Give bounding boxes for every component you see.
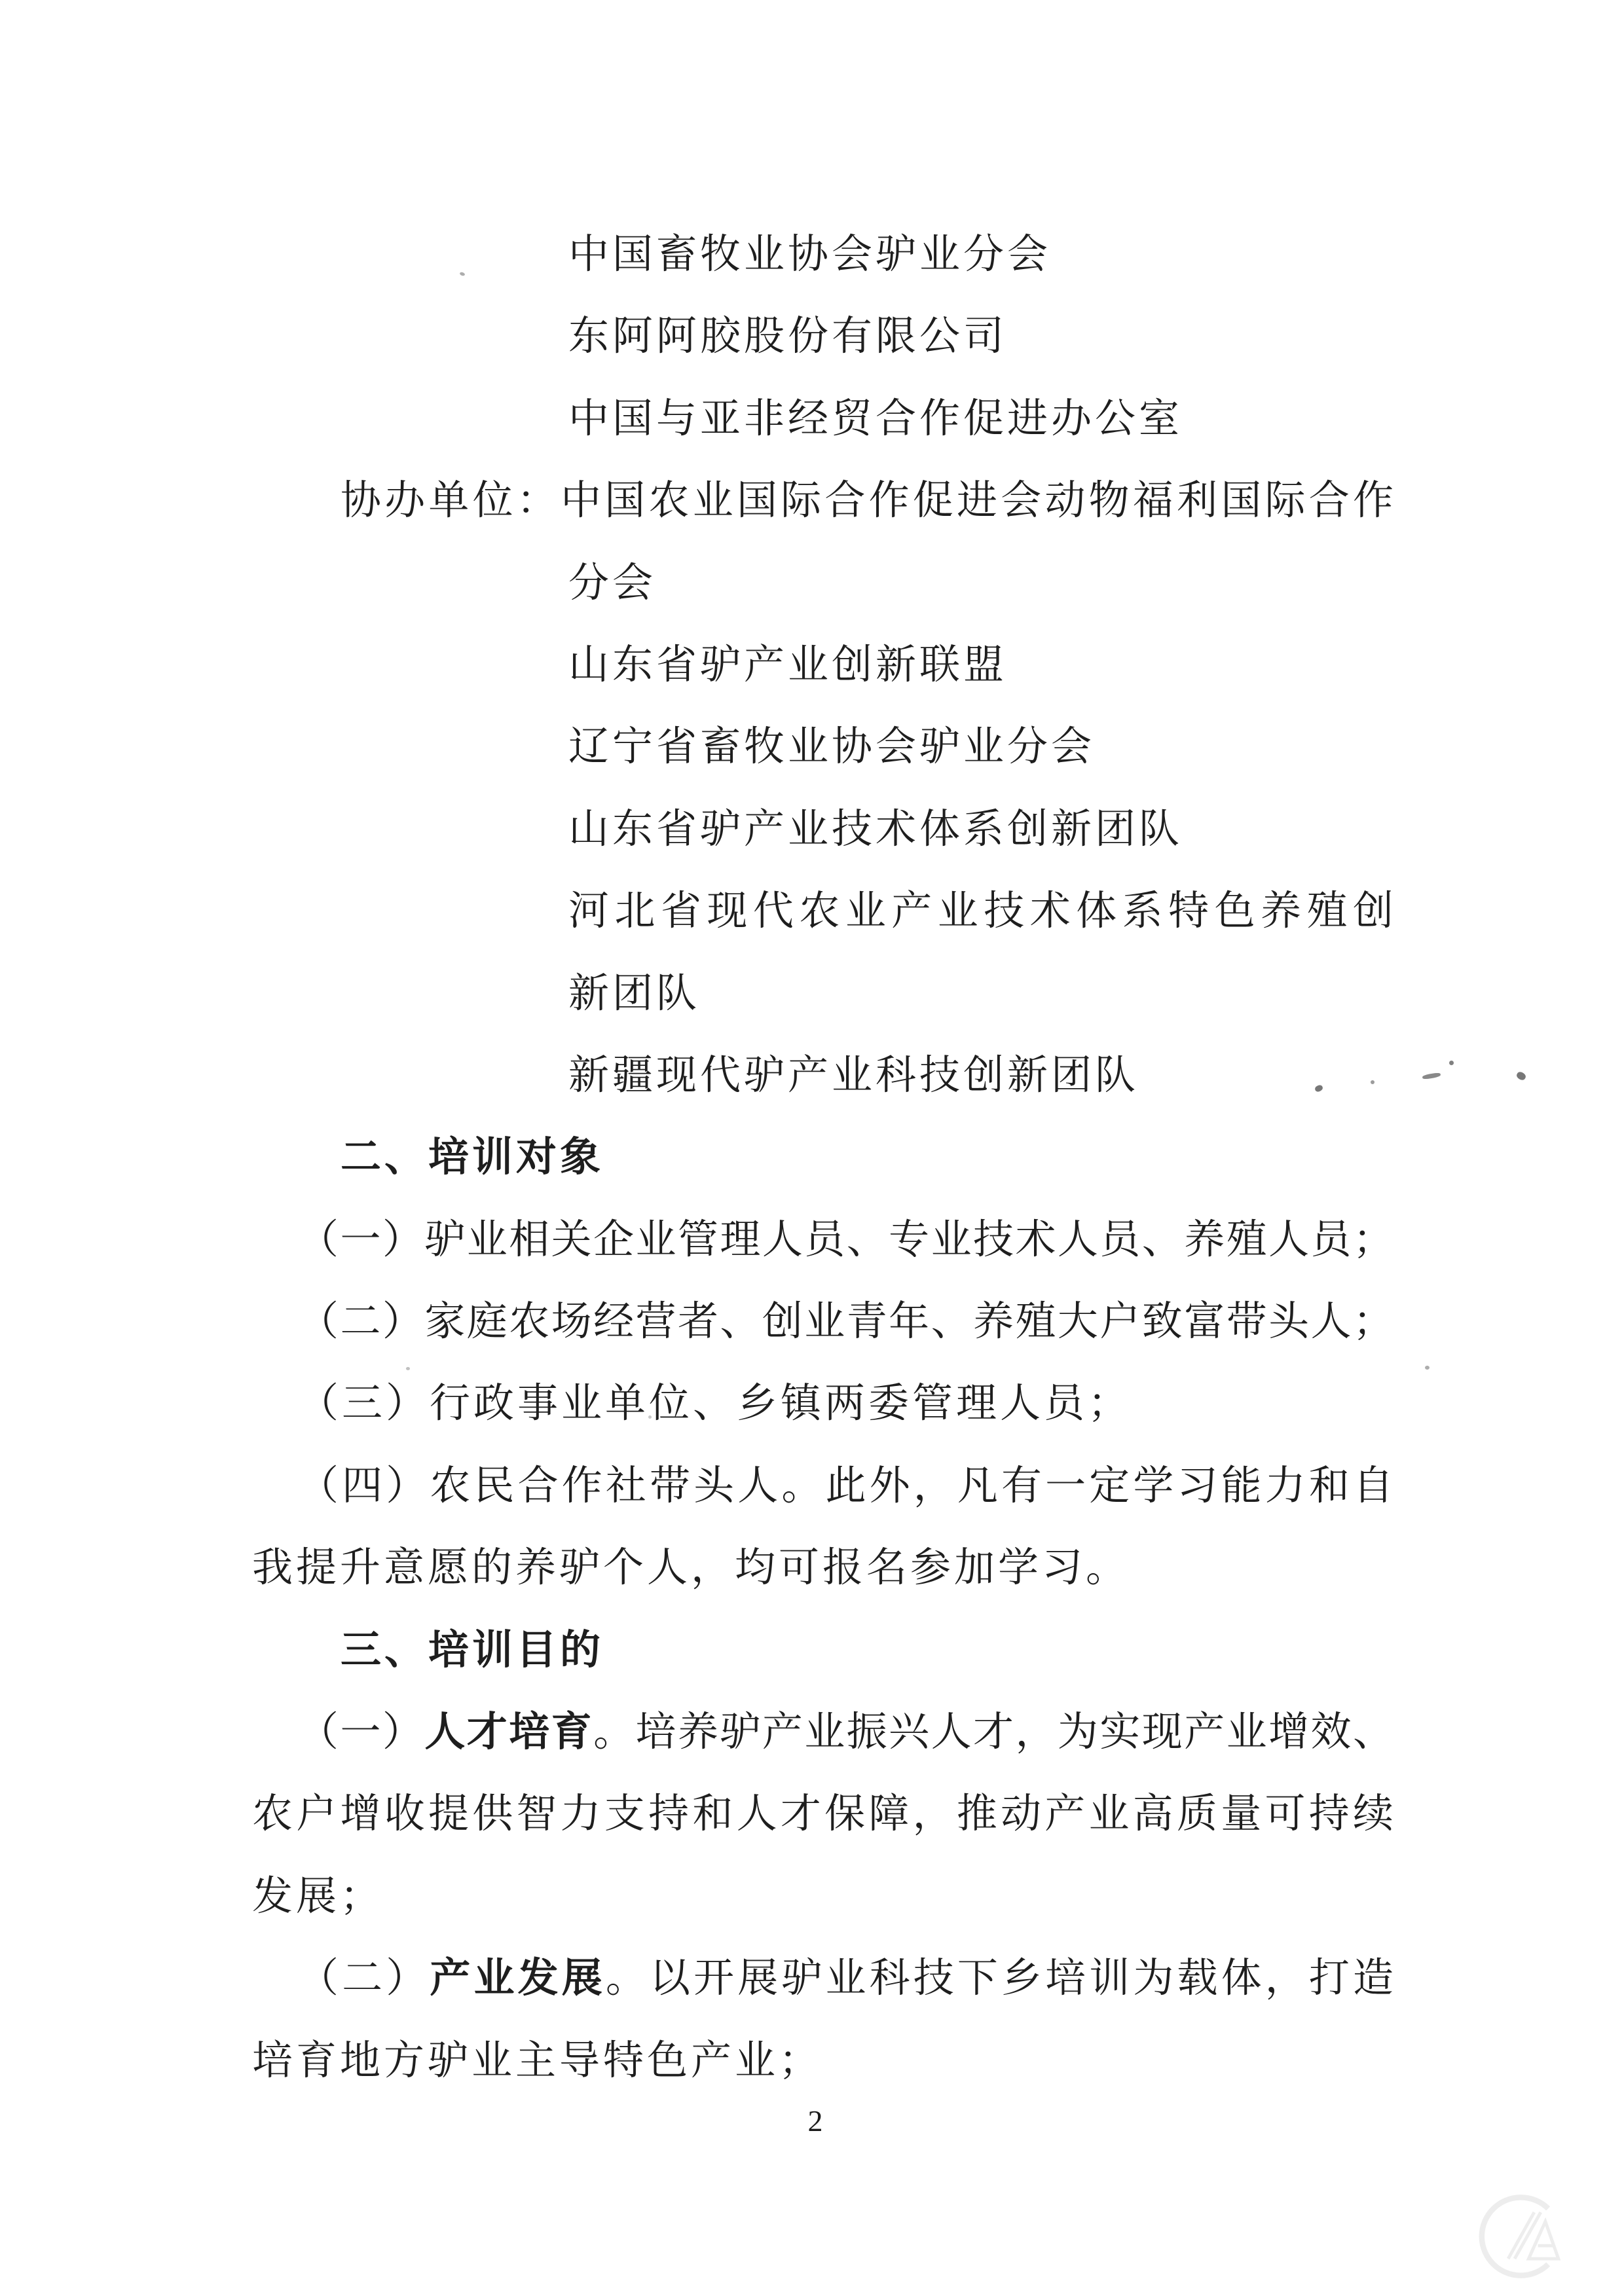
text-segment: 新疆现代驴产业科技创新团队 xyxy=(568,1053,1139,1098)
text-segment: 。培养驴产业振兴人才，为实现产业增效、 xyxy=(593,1710,1393,1755)
text-segment: （一） xyxy=(298,1710,425,1755)
co-org-line xyxy=(568,953,1450,1035)
host-org-line xyxy=(568,378,1450,460)
bold-text-segment: 人才培育 xyxy=(424,1710,594,1755)
co-org-line xyxy=(568,789,1450,871)
text-segment: 山东省驴产业技术体系创新团队 xyxy=(568,807,1183,852)
paragraph-line xyxy=(252,1527,1450,1609)
host-org-line xyxy=(568,296,1450,378)
bold-text-segment: 三、培训目的 xyxy=(341,1628,604,1673)
list-item xyxy=(298,1692,1393,1774)
text-segment: 河北省现代农业产业技术体系特色养殖创 xyxy=(568,889,1393,934)
list-item xyxy=(298,1938,1393,2020)
text-segment: （四）农民合作社带头人。此外，凡有一定学习能力和自 xyxy=(298,1463,1393,1508)
text-segment: 我提升意愿的养驴个人，均可报名参加学习。 xyxy=(252,1546,1130,1591)
text-segment: 中国畜牧业协会驴业分会 xyxy=(568,232,1052,277)
scan-speck xyxy=(1371,1080,1375,1084)
paragraph-line xyxy=(252,1856,1450,1938)
scan-speck xyxy=(648,1415,652,1419)
bold-text-segment: 产业发展 xyxy=(430,1956,606,2001)
text-segment: （三）行政事业单位、乡镇两委管理人员； xyxy=(298,1381,1132,1427)
list-item xyxy=(298,1281,1393,1363)
co-org-line xyxy=(568,1035,1450,1117)
text-segment: 中国与亚非经贸合作促进办公室 xyxy=(568,396,1183,441)
text-segment: 山东省驴产业创新联盟 xyxy=(568,642,1008,687)
text-segment: （二） xyxy=(298,1956,430,2001)
section-heading-training-purpose xyxy=(341,1610,1450,1692)
text-segment: 培育地方驴业主导特色产业； xyxy=(252,2038,823,2083)
list-item xyxy=(298,1199,1393,1281)
scan-speck xyxy=(406,1367,410,1370)
list-item xyxy=(298,1363,1450,1445)
text-segment: 新团队 xyxy=(568,971,701,1016)
co-organizer-label-line xyxy=(341,460,1393,542)
host-org-line xyxy=(568,214,1450,296)
text-segment: 分会 xyxy=(568,560,657,606)
document-body xyxy=(252,214,1450,2102)
text-segment: 农户增收提供智力支持和人才保障，推动产业高质量可持续 xyxy=(252,1792,1393,1837)
section-heading-training-targets xyxy=(341,1117,1450,1199)
list-item xyxy=(298,1446,1393,1527)
text-segment: （二）家庭农场经营者、创业青年、养殖大户致富带头人； xyxy=(298,1300,1393,1345)
co-org-line xyxy=(568,706,1450,788)
text-segment: 辽宁省畜牧业协会驴业分会 xyxy=(568,725,1096,770)
scan-speck xyxy=(1515,1070,1527,1082)
faint-circular-ca-logo-icon xyxy=(1475,2190,1568,2283)
paragraph-line xyxy=(252,2020,1450,2102)
text-segment: 。以开展驴业科技下乡培训为载体，打造 xyxy=(605,1956,1393,2001)
text-segment: （一）驴业相关企业管理人员、专业技术人员、养殖人员； xyxy=(298,1217,1393,1262)
paragraph-line xyxy=(252,1774,1393,1855)
text-segment: 发展； xyxy=(252,1874,384,1919)
page-number: 2 xyxy=(807,2104,823,2138)
scan-speck xyxy=(1449,1061,1454,1065)
bold-text-segment: 二、培训对象 xyxy=(341,1135,604,1180)
text-segment: 东阿阿胶股份有限公司 xyxy=(568,314,1008,359)
co-org-line xyxy=(568,625,1450,706)
scan-speck xyxy=(1425,1366,1430,1370)
text-segment: 协办单位：中国农业国际合作促进会动物福利国际合作 xyxy=(341,479,1393,524)
co-org-line xyxy=(568,543,1450,625)
co-org-line xyxy=(568,871,1393,953)
